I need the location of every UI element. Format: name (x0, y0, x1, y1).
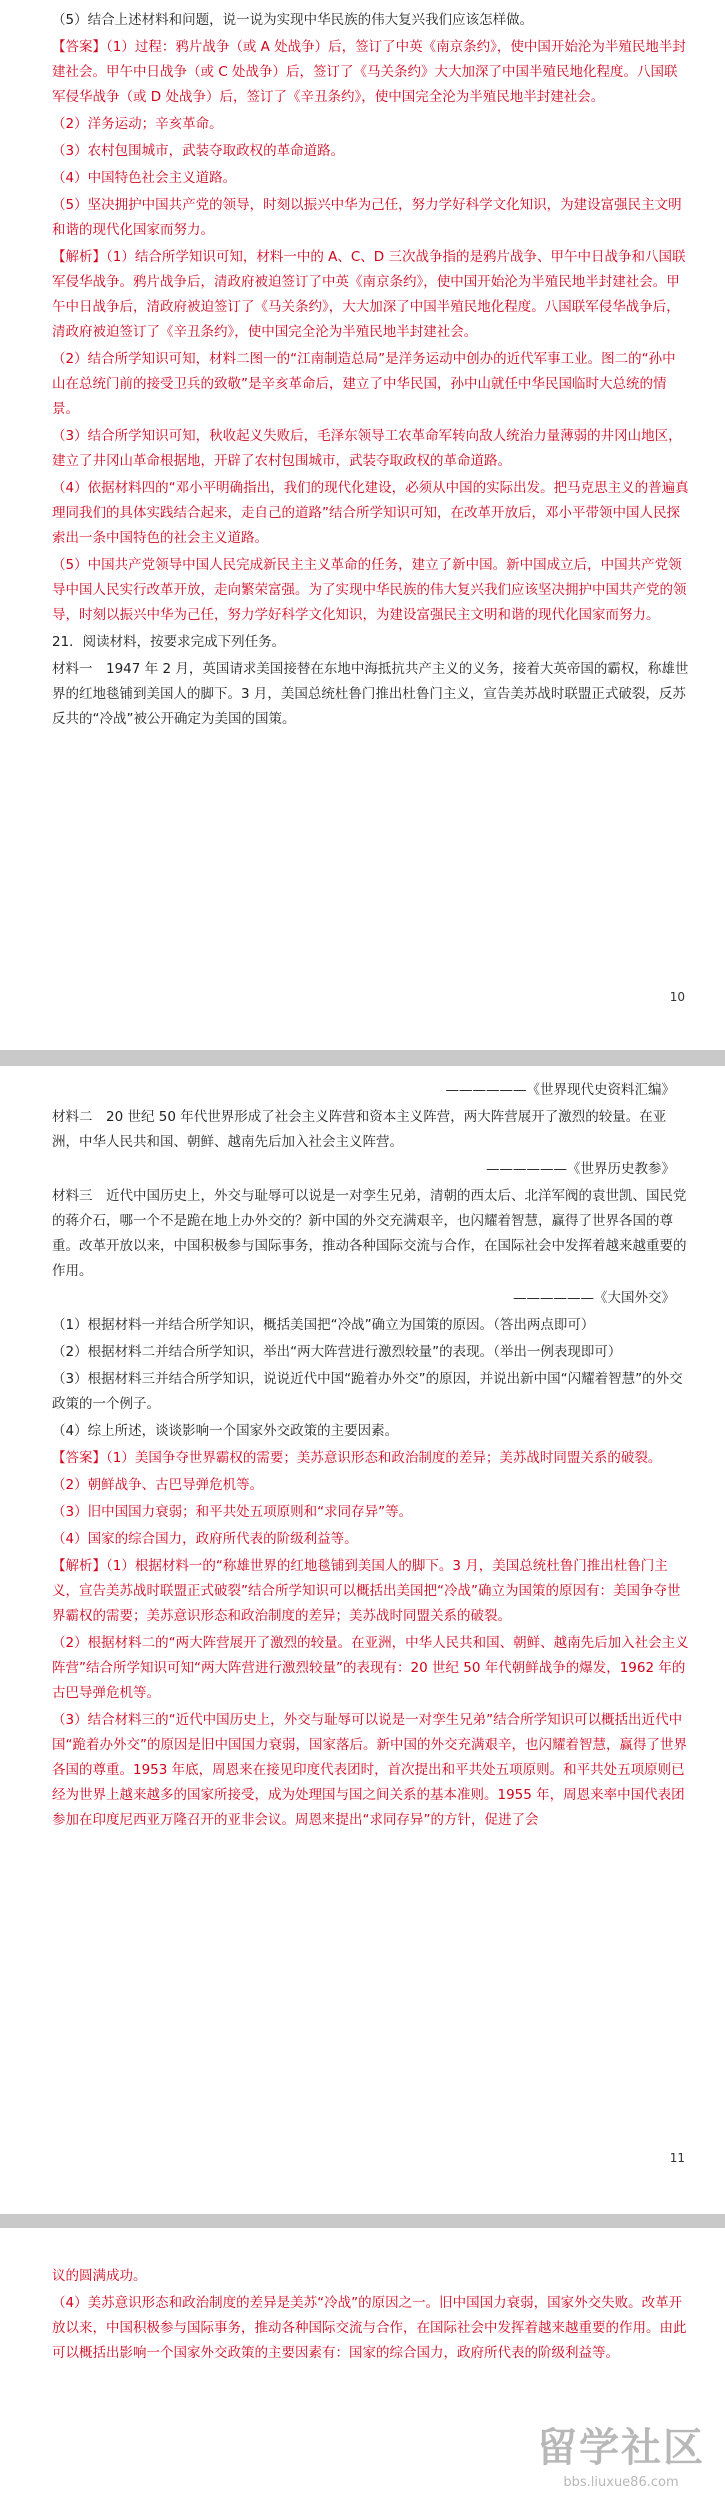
text-paragraph: （3）旧中国国力衰弱；和平共处五项原则和“求同存异”等。 (52, 1504, 413, 1520)
text-paragraph: （3）农村包围城市，武装夺取政权的革命道路。 (52, 143, 345, 159)
text-paragraph: （2）洋务运动；辛亥革命。 (52, 116, 223, 132)
text-paragraph: 【答案】（1）美国争夺世界霸权的需要；美苏意识形态和政治制度的差异；美苏战时同盟关系的破裂。 (52, 1450, 662, 1466)
text-paragraph: （2）根据材料二的“两大阵营展开了激烈的较量。在亚洲，中华人民共和国、朝鲜、越南先后加入社会主义阵营”结合所学知识可知“两大阵营进行激烈较量”的表现有：20 世纪 50 年代朝鲜战争的爆发，1962 年的古巴导弹危机等。 (52, 1635, 689, 1701)
page-body (52, 2264, 689, 2366)
text-paragraph: 材料一 1947 年 2 月，英国请求美国接替在东地中海抵抗共产主义的义务，接着大英帝国的霸权，称雄世界的红地毯铺到美国人的脚下。3 月，美国总统杜鲁门推出杜鲁门主义，宣告美苏战时联盟正式破裂，反苏反共的“冷战”被公开确定为美国的国策。 (52, 661, 689, 727)
page-body (52, 8, 689, 732)
watermark-url: bbs.liuxue86.com (563, 2475, 679, 2490)
text-paragraph: （5）坚决拥护中国共产党的领导，时刻以振兴中华为己任，努力学好科学文化知识，为建设富强民主文明和谐的现代化国家而努力。 (52, 197, 682, 238)
text-paragraph: 【解析】（1）结合所学知识可知，材料一中的 A、C、D 三次战争指的是鸦片战争、甲午中日战争和八国联军侵华战争。鸦片战争后，清政府被迫签订了中英《南京条约》，使中国开始沦为半殖民地半封建社会。甲午中日战争后，清政府被迫签订了《马关条约》，大大加深了中国半殖民地化程度。八国联军侵华战争后，清政府被迫签订了《辛丑条约》，使中国完全沦为半殖民地半封建社会。 (52, 249, 686, 340)
text-paragraph: （4）国家的综合国力，政府所代表的阶级利益等。 (52, 1531, 358, 1547)
text-paragraph: （4）美苏意识形态和政治制度的差异是美苏“冷战”的原因之一。旧中国国力衰弱，国家外交失败。改革开放以来，中国积极参与国际事务，推动各种国际交流与合作，在国际社会中发挥着越来越重要的作用。由此可以概括出影响一个国家外交政策的主要因素有：国家的综合国力，政府所代表的阶级利益等。 (52, 2295, 687, 2361)
text-paragraph: （2）根据材料二并结合所学知识，举出“两大阵营进行激烈较量”的表现。（举出一例表现即可） (52, 1344, 622, 1360)
text-paragraph: （4）综上所述，谈谈影响一个国家外交政策的主要因素。 (52, 1423, 399, 1439)
text-paragraph: 材料三 近代中国历史上，外交与耻辱可以说是一对孪生兄弟，清朝的西太后、北洋军阀的袁世凯、国民党的蒋介石，哪一个不是跪在地上办外交的？新中国的外交充满艰辛，也闪耀着智慧，赢得了世界各国的尊重。改革开放以来，中国积极参与国际事务，推动各种国际交流与合作，在国际社会中发挥着越来越重要的作用。 (52, 1188, 687, 1279)
document-page-10 (0, 0, 725, 1050)
text-paragraph: （3）结合材料三的“近代中国历史上，外交与耻辱可以说是一对孪生兄弟”结合所学知识可以概括出近代中国“跪着办外交”的原因是旧中国国力衰弱，国家落后。新中国的外交充满艰辛，也闪耀着智慧，赢得了世界各国的尊重。1953 年底，周恩来在接见印度代表团时，首次提出和平共处五项原则。和平共处五项原则已经为世界上越来越多的国家所接受，成为处理国与国之间关系的基本准则。1955 年，周恩来率中国代表团参加在印度尼西亚万隆召开的亚非会议。周恩来提出“求同存异”的方针，促进了会 (52, 1712, 687, 1828)
text-paragraph: （5）结合上述材料和问题，说一说为实现中华民族的伟大复兴我们应该怎样做。 (52, 12, 534, 28)
text-paragraph: （3）根据材料三并结合所学知识，说说近代中国“跪着办外交”的原因，并说出新中国“闪耀着智慧”的外交政策的一个例子。 (52, 1371, 683, 1412)
watermark-main: 留学社区 (537, 2425, 705, 2471)
text-paragraph: 21．阅读材料，按要求完成下列任务。 (52, 634, 286, 650)
document-page-11 (0, 1066, 725, 2214)
text-paragraph: 【解析】（1）根据材料一的“称雄世界的红地毯铺到美国人的脚下。3 月，美国总统杜鲁门推出杜鲁门主义，宣告美苏战时联盟正式破裂”结合所学知识可以概括出美国把“冷战”确立为国策的原因有：美国争夺世界霸权的需要；美苏意识形态和政治制度的差异；美苏战时同盟关系的破裂。 (52, 1558, 681, 1624)
text-paragraph: 材料二 20 世纪 50 年代世界形成了社会主义阵营和资本主义阵营，两大阵营展开了激烈的较量。在亚洲，中华人民共和国、朝鲜、越南先后加入社会主义阵营。 (52, 1109, 667, 1150)
text-paragraph: （2）朝鲜战争、古巴导弹危机等。 (52, 1477, 264, 1493)
document-page-12 (0, 2228, 725, 2507)
text-paragraph: （4）中国特色社会主义道路。 (52, 170, 237, 186)
text-paragraph: 议的圆满成功。 (52, 2268, 147, 2284)
text-paragraph: （5）中国共产党领导中国人民完成新民主主义革命的任务，建立了新中国。新中国成立后，中国共产党领导中国人民实行改革开放，走向繁荣富强。为了实现中华民族的伟大复兴我们应该坚决拥护中国共产党的领导，时刻以振兴中华为己任，努力学好科学文化知识，为建设富强民主文明和谐的现代化国家而努力。 (52, 557, 687, 623)
page-number: 10 (669, 990, 685, 1004)
text-paragraph: 【答案】（1）过程：鸦片战争（或 A 处战争）后，签订了中英《南京条约》，使中国开始沦为半殖民地半封建社会。甲午中日战争（或 C 处战争）后，签订了《马关条约》大大加深了中国半殖民地化程度。八国联军侵华战争（或 D 处战争）后，签订了《辛丑条约》，使中国完全沦为半殖民地半封建社会。 (52, 39, 686, 105)
text-paragraph: （3）结合所学知识可知，秋收起义失败后，毛泽东领导工农革命军转向敌人统治力量薄弱的井冈山地区，建立了井冈山革命根据地，开辟了农村包围城市，武装夺取政权的革命道路。 (52, 428, 682, 469)
source-citation: ——————《大国外交》 (513, 1290, 675, 1306)
page-body (52, 1078, 689, 1833)
page-number: 11 (669, 2151, 685, 2165)
text-paragraph: （2）结合所学知识可知，材料二图一的“江南制造总局”是洋务运动中创办的近代军事工业。图二的“孙中山在总统门前的接受卫兵的致敬”是辛亥革命后，建立了中华民国，孙中山就任中华民国临时大总统的情景。 (52, 351, 676, 417)
text-paragraph: （4）依据材料四的“邓小平明确指出，我们的现代化建设，必须从中国的实际出发。把马克思主义的普遍真理同我们的具体实践结合起来，走自己的道路”结合所学知识可知，在改革开放后，邓小平带领中国人民探索出一条中国特色的社会主义道路。 (52, 480, 689, 546)
source-citation: ——————《世界现代史资料汇编》 (445, 1082, 675, 1098)
watermark-logo (537, 2426, 705, 2495)
source-citation: ——————《世界历史教参》 (486, 1161, 675, 1177)
text-paragraph: （1）根据材料一并结合所学知识，概括美国把“冷战”确立为国策的原因。（答出两点即可） (52, 1317, 595, 1333)
